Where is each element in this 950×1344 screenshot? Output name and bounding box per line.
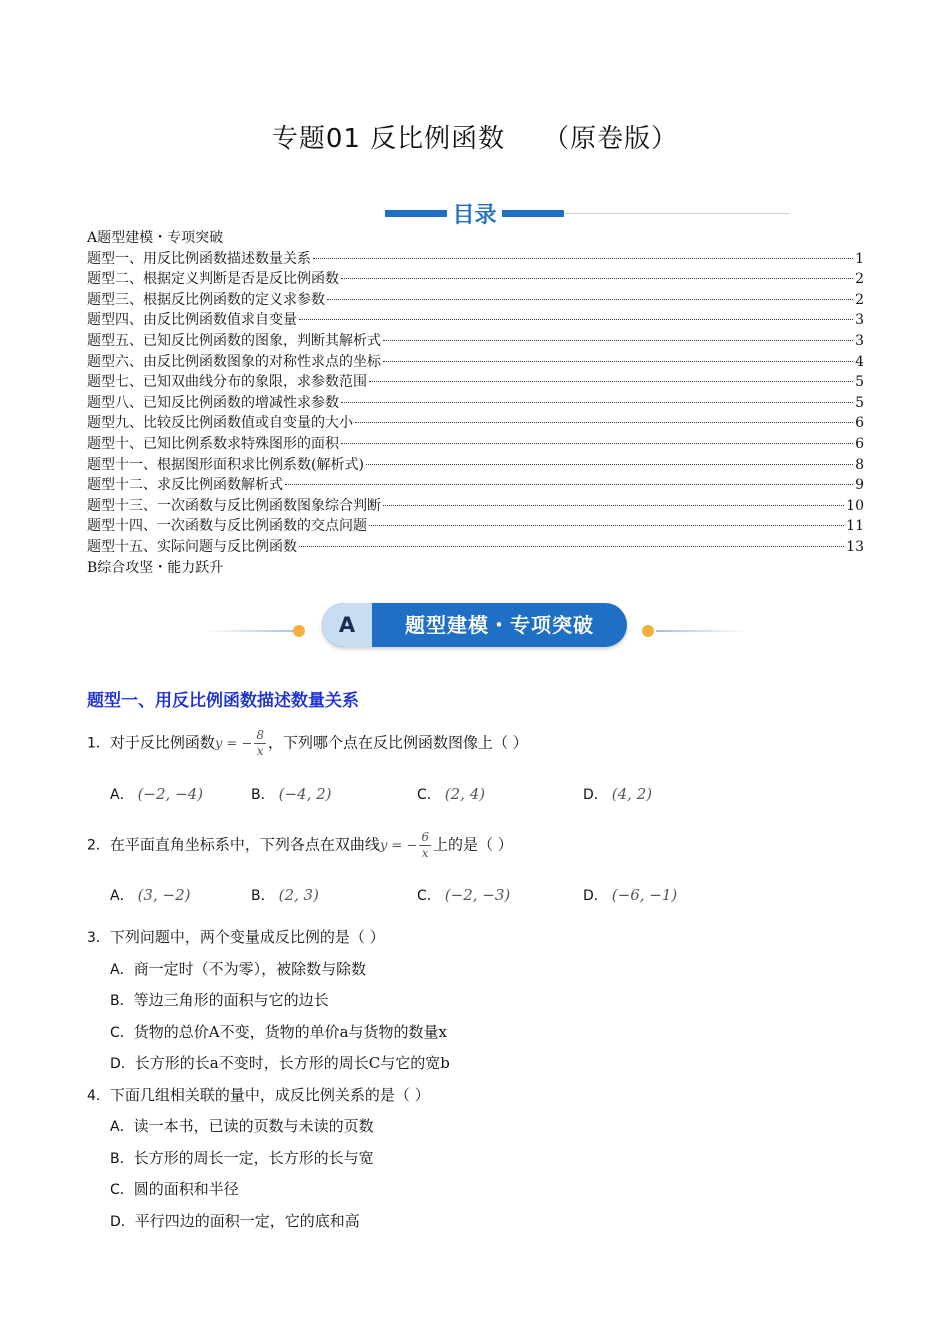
banner-line-right [656, 630, 746, 632]
option-value: (4, 2) [611, 785, 653, 803]
option-value: 长方形的长a不变时，长方形的周长C与它的宽b [134, 1054, 450, 1072]
option-value: 读一本书，已读的页数与未读的页数 [133, 1117, 374, 1135]
toc-header-label: 目录 [452, 203, 497, 228]
toc-entry-page: 5 [855, 394, 864, 411]
option-b[interactable] [110, 989, 329, 1010]
option-value: 圆的面积和半径 [133, 1180, 239, 1198]
formula-lhs: y = − [214, 736, 253, 752]
toc-leader [341, 443, 853, 444]
toc-header-rule [565, 213, 790, 214]
fraction-denominator: x [421, 846, 429, 860]
title-main: 专题01 反比例函数 [271, 124, 506, 154]
fraction-numerator: 8 [256, 728, 264, 742]
question-2 [87, 830, 513, 861]
toc-entry-title: 题型五、已知反比例函数的图象，判断其解析式 [87, 332, 381, 349]
option-key: B． [110, 1151, 134, 1167]
option-b[interactable] [251, 784, 332, 804]
toc-entry-title: 题型六、由反比例函数图象的对称性求点的坐标 [87, 353, 381, 370]
toc-entry-page: 6 [855, 435, 864, 452]
option-key: A． [110, 1119, 134, 1135]
toc-part-b[interactable]: B综合攻坚・能力跃升 [87, 559, 224, 576]
toc-entry-page: 1 [855, 250, 864, 267]
toc-entry-title: 题型一、用反比例函数描述数量关系 [87, 250, 311, 267]
option-key: A． [110, 787, 134, 803]
toc-entry-title: 题型十、已知比例系数求特殊图形的面积 [87, 435, 339, 452]
toc-entry-page: 11 [846, 518, 864, 535]
toc-header [385, 198, 790, 230]
toc-entry-title: 题型三、根据反比例函数的定义求参数 [87, 291, 325, 308]
option-c[interactable] [110, 1021, 447, 1042]
question-stem-post: ，下列哪个点在反比例函数图像上（ ） [267, 733, 528, 752]
toc-entry[interactable] [87, 537, 864, 558]
section-banner [205, 603, 745, 649]
option-c[interactable] [110, 1178, 239, 1199]
section-title: 题型一、用反比例函数描述数量关系 [87, 691, 359, 711]
toc-leader [285, 484, 853, 485]
toc-entry[interactable] [87, 413, 864, 434]
toc-entry-page: 8 [855, 456, 864, 473]
option-b[interactable] [251, 885, 319, 905]
option-key: A． [110, 962, 134, 978]
toc-leader [355, 422, 853, 423]
toc-entry-page: 10 [846, 497, 864, 514]
option-value: 平行四边的面积一定，它的底和高 [134, 1212, 360, 1230]
option-value: (−4, 2) [278, 785, 332, 803]
toc-entry[interactable] [87, 434, 864, 455]
toc-entry-title: 题型八、已知反比例函数的增减性求参数 [87, 394, 339, 411]
option-a[interactable] [110, 885, 190, 905]
toc-leader [369, 381, 853, 382]
toc-entry-title: 题型九、比较反比例函数值或自变量的大小 [87, 415, 353, 432]
option-c[interactable] [417, 784, 485, 804]
toc-part-a[interactable]: A题型建模・专项突破 [87, 230, 224, 246]
toc-leader [299, 319, 853, 320]
document-title [0, 118, 950, 155]
question-4 [87, 1084, 430, 1105]
option-value: 商一定时（不为零），被除数与除数 [133, 960, 367, 978]
toc-entry-title: 题型十一、根据图形面积求比例系数(解析式) [87, 456, 364, 473]
banner-badge: A [322, 603, 372, 647]
toc-header-bar-left [385, 210, 447, 217]
option-value: (2, 3) [278, 886, 319, 904]
option-d[interactable] [110, 1210, 360, 1231]
option-value: (−2, −3) [444, 886, 511, 904]
question-number: 3． [87, 930, 110, 946]
option-value: 等边三角形的面积与它的边长 [133, 991, 329, 1009]
question-number: 2． [87, 837, 110, 854]
fraction-denominator: x [256, 744, 264, 758]
option-key: B． [251, 787, 275, 803]
toc-entry-page: 13 [846, 538, 864, 555]
option-value: 货物的总价A不变，货物的单价a与货物的数量x [133, 1023, 448, 1041]
toc-leader [341, 402, 853, 403]
toc-entry-page: 9 [855, 477, 864, 494]
toc-leader [383, 340, 853, 341]
toc-leader [383, 361, 853, 362]
banner-line-left [205, 630, 297, 632]
option-d[interactable] [110, 1052, 450, 1073]
option-key: D． [583, 787, 608, 803]
option-a[interactable] [110, 784, 203, 804]
option-value: (2, 4) [444, 785, 486, 803]
toc-entry[interactable] [87, 249, 864, 270]
toc-header-bar-right [502, 210, 564, 217]
option-value: (−2, −4) [137, 785, 204, 803]
option-d[interactable] [583, 784, 652, 804]
banner-pill [322, 603, 627, 647]
toc-leader [341, 278, 853, 279]
option-key: C． [417, 787, 441, 803]
banner-dot-right-icon [642, 625, 654, 637]
option-key: B． [251, 888, 275, 904]
toc-leader [383, 505, 844, 506]
option-key: B． [110, 993, 134, 1009]
formula-fraction [254, 728, 266, 759]
formula-lhs: y = − [379, 838, 418, 854]
toc-leader [366, 464, 853, 465]
table-of-contents [87, 228, 864, 578]
toc-entry[interactable] [87, 372, 864, 393]
toc-entry[interactable] [87, 310, 864, 331]
question-3 [87, 926, 385, 947]
question-1 [87, 728, 528, 759]
option-key: D． [583, 888, 608, 904]
toc-entry-page: 6 [855, 415, 864, 432]
banner-dot-left-icon [293, 625, 305, 637]
toc-entry[interactable] [87, 269, 864, 290]
question-number: 4． [87, 1088, 110, 1104]
toc-entry-page: 2 [855, 271, 864, 288]
question-stem-post: 上的是（ ） [432, 835, 513, 854]
toc-entry-title: 题型四、由反比例函数值求自变量 [87, 312, 297, 329]
formula-fraction [419, 830, 431, 861]
toc-entry-page: 3 [855, 332, 864, 349]
option-key: A． [110, 888, 134, 904]
option-value: (−6, −1) [611, 886, 678, 904]
toc-entry[interactable] [87, 496, 864, 517]
option-c[interactable] [417, 885, 510, 905]
toc-entry[interactable] [87, 352, 864, 373]
fraction-numerator: 6 [421, 830, 429, 844]
option-key: C． [110, 1025, 134, 1041]
banner-text: 题型建模・专项突破 [405, 613, 594, 637]
option-value: (3, −2) [137, 886, 191, 904]
toc-entry[interactable] [87, 393, 864, 414]
toc-entry-title: 题型七、已知双曲线分布的象限，求参数范围 [87, 374, 367, 391]
toc-entry-page: 5 [855, 374, 864, 391]
question-stem: 下面几组相关联的量中，成反比例关系的是（ ） [109, 1086, 430, 1104]
toc-entry-title: 题型十二、求反比例函数解析式 [87, 477, 283, 494]
option-a[interactable] [110, 1115, 374, 1136]
toc-leader [313, 258, 853, 259]
option-key: D． [110, 1056, 135, 1072]
question-stem-pre: 在平面直角坐标系中，下列各点在双曲线 [109, 835, 380, 854]
option-b[interactable] [110, 1147, 374, 1168]
toc-entry[interactable] [87, 516, 864, 537]
option-key: C． [417, 888, 441, 904]
option-a[interactable] [110, 958, 366, 979]
question-stem: 下列问题中，两个变量成反比例的是（ ） [109, 928, 385, 946]
question-number: 1． [87, 735, 110, 752]
question-stem-pre: 对于反比例函数 [109, 733, 215, 752]
option-key: C． [110, 1182, 134, 1198]
toc-leader [299, 546, 844, 547]
toc-entry[interactable] [87, 290, 864, 311]
option-value: 长方形的周长一定，长方形的长与宽 [133, 1149, 374, 1167]
option-d[interactable] [583, 885, 677, 905]
title-subtitle: （原卷版） [543, 124, 679, 154]
toc-entry-page: 2 [855, 291, 864, 308]
toc-entry-title: 题型二、根据定义判断是否是反比例函数 [87, 271, 339, 288]
option-key: D． [110, 1214, 135, 1230]
toc-entry[interactable] [87, 475, 864, 496]
toc-entry[interactable] [87, 331, 864, 352]
toc-entry-title: 题型十三、一次函数与反比例函数图象综合判断 [87, 497, 381, 514]
toc-entry[interactable] [87, 455, 864, 476]
toc-entry-title: 题型十五、实际问题与反比例函数 [87, 538, 297, 555]
toc-leader [327, 299, 853, 300]
toc-entry-page: 3 [855, 312, 864, 329]
toc-entry-title: 题型十四、一次函数与反比例函数的交点问题 [87, 518, 367, 535]
toc-leader [369, 525, 844, 526]
toc-entry-page: 4 [855, 353, 864, 370]
